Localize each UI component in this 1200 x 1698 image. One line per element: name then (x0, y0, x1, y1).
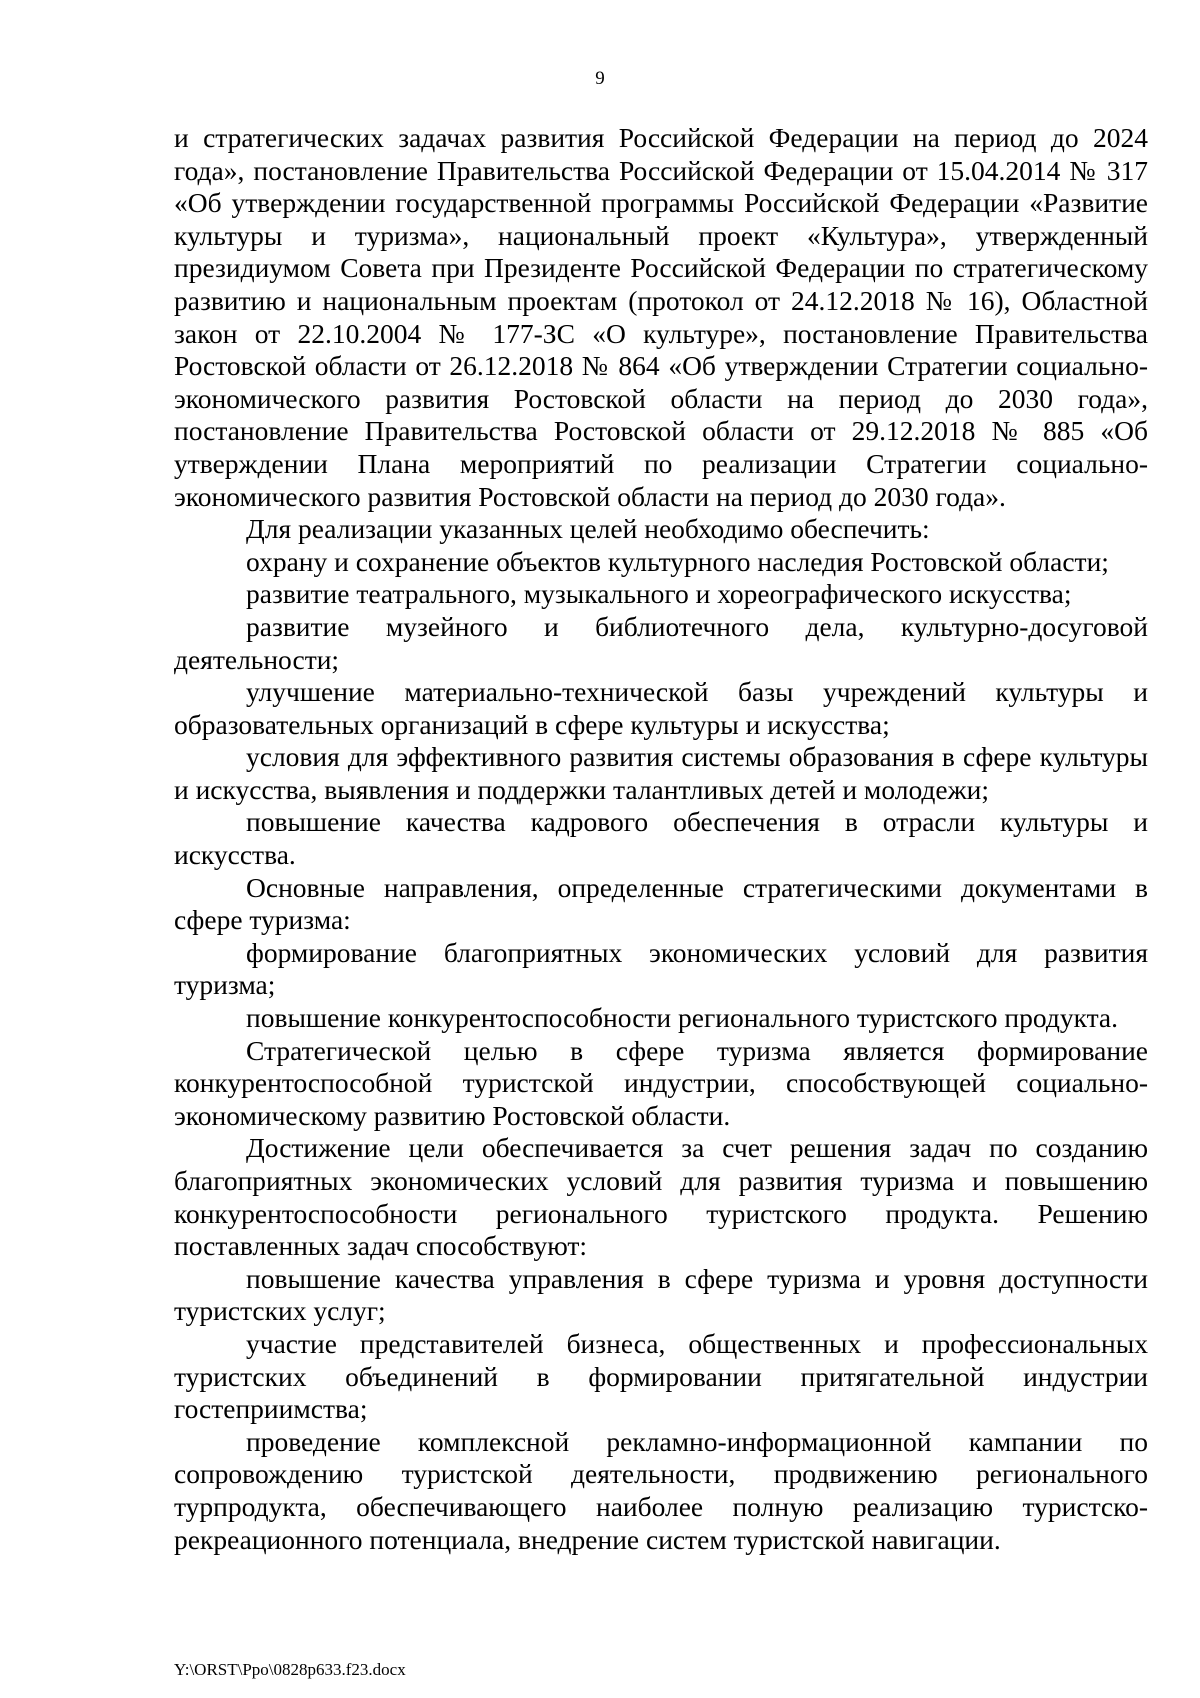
paragraph: проведение комплексной рекламно-информационной кампании по сопровождению туристской деятельности, продвижению регионального турпродукта, обеспечивающего наиболее полную реализацию туристско-рекреационного потенциала, внедрение систем туристской навигации. (174, 1425, 1148, 1555)
paragraph: Достижение цели обеспечивается за счет решения задач по созданию благоприятных экономических условий для развития туризма и повышению конкурентоспособности регионального туристского продукта. Решению поставленных задач способствуют: (174, 1132, 1148, 1262)
paragraph: повышение качества кадрового обеспечения в отрасли культуры и искусства. (174, 806, 1148, 871)
paragraph: повышение качества управления в сфере туризма и уровня доступности туристских услуг; (174, 1262, 1148, 1327)
paragraph: улучшение материально-технической базы учреждений культуры и образовательных организаций в сфере культуры и искусства; (174, 676, 1148, 740)
paragraph: участие представителей бизнеса, общественных и профессиональных туристских объединений в формировании притягательной индустрии гостеприимства; (174, 1327, 1148, 1425)
paragraph: Стратегической целью в сфере туризма является формирование конкурентоспособной туристской индустрии, способствующей социально-экономическому развитию Ростовской области. (174, 1034, 1148, 1131)
paragraph: развитие театрального, музыкального и хореографического искусства; (246, 578, 1072, 610)
footer-file-path: Y:\ORST\Ppo\0828p633.f23.docx (174, 1660, 406, 1679)
document-body (174, 122, 1148, 1556)
paragraph: и стратегических задачах развития Российской Федерации на период до 2024 года», постановление Правительства Российской Федерации от 15.04.2014 № 317 «Об утверждении государственной программы Российской Федерации «Развитие культуры и туризма», национальный проект «Культура», утвержденный президиумом Совета при Президенте Российской Федерации по стратегическому развитию и национальным проектам (протокол от 24.12.2018 № 16), Областной закон от 22.10.2004 № 177-ЗС «О культуре», постановление Правительства Ростовской области от 26.12.2018 № 864 «Об утверждении Стратегии социально-экономического развития Ростовской области на период до 2030 года», постановление Правительства Ростовской области от 29.12.2018 № 885 «Об утверждении Плана мероприятий по реализации Стратегии социально-экономического развития Ростовской области на период до 2030 года». (174, 122, 1148, 512)
paragraph: Для реализации указанных целей необходимо обеспечить: (246, 513, 930, 545)
paragraph: развитие музейного и библиотечного дела, культурно-досуговой деятельности; (174, 610, 1148, 675)
paragraph: охрану и сохранение объектов культурного наследия Ростовской области; (246, 545, 1109, 577)
paragraph: формирование благоприятных экономических условий для развития туризма; (174, 936, 1148, 1001)
page-number: 9 (595, 68, 605, 89)
paragraph: повышение конкурентоспособности регионального туристского продукта. (246, 1002, 1118, 1034)
paragraph: Основные направления, определенные стратегическими документами в сфере туризма: (174, 871, 1148, 936)
paragraph: условия для эффективного развития системы образования в сфере культуры и искусства, выявления и поддержки талантливых детей и молодежи; (174, 741, 1148, 805)
